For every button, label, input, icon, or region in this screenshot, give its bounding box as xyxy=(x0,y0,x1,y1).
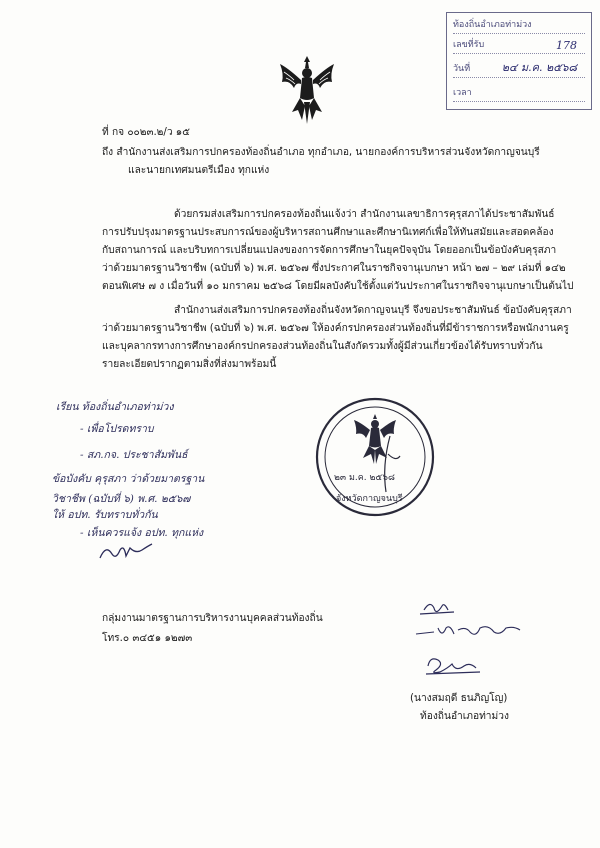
handwritten-note-line: ให้ อปท. รับทราบทั่วกัน xyxy=(52,509,158,521)
stamp-date-label: วันที่ xyxy=(453,64,471,74)
para2-line: และบุคลากรทางการศึกษาองค์กรปกครองส่วนท้องถิ่นในสังกัดรวมทั้งผู้มีส่วนเกี่ยวข้องได้รับทราบทั่วกัน xyxy=(102,341,543,352)
handwritten-initial-signature xyxy=(96,540,156,564)
para1-line: ด้วยกรมส่งเสริมการปกครองท้องถิ่นแจ้งว่า สำนักงานเลขาธิการคุรุสภาได้ประชาสัมพันธ์ xyxy=(174,209,555,220)
para1-line: กับสถานการณ์ และบริบทการเปลี่ยนแปลงของการจัดการศึกษาในยุคปัจจุบัน โดยออกเป็นข้อบังคับคุรุสภา xyxy=(102,245,557,256)
seal-label: จังหวัดกาญจนบุรี xyxy=(336,494,403,504)
stamp-number-value: 178 xyxy=(556,39,577,52)
para2-line: สำนักงานส่งเสริมการปกครองท้องถิ่นจังหวัดกาญจนบุรี จึงขอประชาสัมพันธ์ ข้อบังคับคุรุสภา xyxy=(174,305,572,316)
stamp-office: ท้องถิ่นอำเภอท่าม่วง xyxy=(453,20,532,30)
para1-line: ตอนพิเศษ ๗ ง เมื่อวันที่ ๑๐ มกราคม ๒๕๖๘ โดยมีผลบังคับใช้ตั้งแต่วันประกาศในราชกิจจานุเบกษาเป็นต้นไป xyxy=(102,281,574,292)
handwritten-note-line: วิชาชีพ (ฉบับที่ ๖) พ.ศ. ๒๕๖๗ xyxy=(52,493,191,505)
footer-division: กลุ่มงานมาตรฐานการบริหารงานบุคคลส่วนท้องถิ่น xyxy=(102,613,323,624)
handwritten-note-line: - เห็นควรแจ้ง อปท. ทุกแห่ง xyxy=(80,527,204,539)
handwritten-note-line: เรียน ท้องถิ่นอำเภอท่าม่วง xyxy=(56,401,174,413)
signatory-signature xyxy=(420,652,490,678)
addressee-line-1: ถึง สำนักงานส่งเสริมการปกครองท้องถิ่นอำเภอ ทุกอำเภอ, นายกองค์การบริหารส่วนจังหวัดกาญจนบุรี xyxy=(102,147,540,158)
footer-phone: โทร.๐ ๓๔๕๑ ๑๒๗๓ xyxy=(102,633,193,644)
para1-line: ว่าด้วยมาตรฐานวิชาชีพ (ฉบับที่ ๖) พ.ศ. ๒๕๖๗ ซึ่งประกาศในราชกิจจานุเบกษา หน้า ๒๗ – ๒๙ เล่มที่ ๑๔๒ xyxy=(102,263,566,274)
para1-line: การปรับปรุงมาตรฐานประสบการณ์ของผู้บริหารสถานศึกษาและศึกษานิเทศก์เพื่อให้ทันสมัยและสอดคล้อง xyxy=(102,227,554,238)
handwritten-note-line: ข้อบังคับ คุรุสภา ว่าด้วยมาตรฐาน xyxy=(52,473,205,485)
para2-line: รายละเอียดปรากฏตามสิ่งที่ส่งมาพร้อมนี้ xyxy=(102,359,277,370)
addressee-line-2: และนายกเทศมนตรีเมือง ทุกแห่ง xyxy=(128,165,270,176)
handwritten-note-line: - สภ.กจ. ประชาสัมพันธ์ xyxy=(80,449,188,461)
document-number: ที่ กจ ๐๐๒๓.๒/ว ๑๕ xyxy=(102,127,190,138)
seal-date: ๒๓ ม.ค. ๒๕๖๘ xyxy=(334,473,395,483)
handwritten-signature xyxy=(410,598,540,644)
received-stamp xyxy=(446,12,592,110)
signatory-title: ท้องถิ่นอำเภอท่าม่วง xyxy=(420,711,509,722)
stamp-time-label: เวลา xyxy=(453,88,472,98)
garuda-emblem-icon xyxy=(278,54,336,126)
stamp-number-label: เลขที่รับ xyxy=(453,40,485,50)
handwritten-note-line: - เพื่อโปรดทราบ xyxy=(80,423,154,435)
stamp-date-value: ๒๔ ม.ค. ๒๕๖๘ xyxy=(501,61,577,74)
signatory-name: (นางสมฤดี ธนภิญโญ) xyxy=(410,693,508,704)
para2-line: ว่าด้วยมาตรฐานวิชาชีพ (ฉบับที่ ๖) พ.ศ. ๒๕๖๗ ให้องค์กรปกครองส่วนท้องถิ่นที่มีข้าราชการหรือพนักงานครู xyxy=(102,323,569,334)
